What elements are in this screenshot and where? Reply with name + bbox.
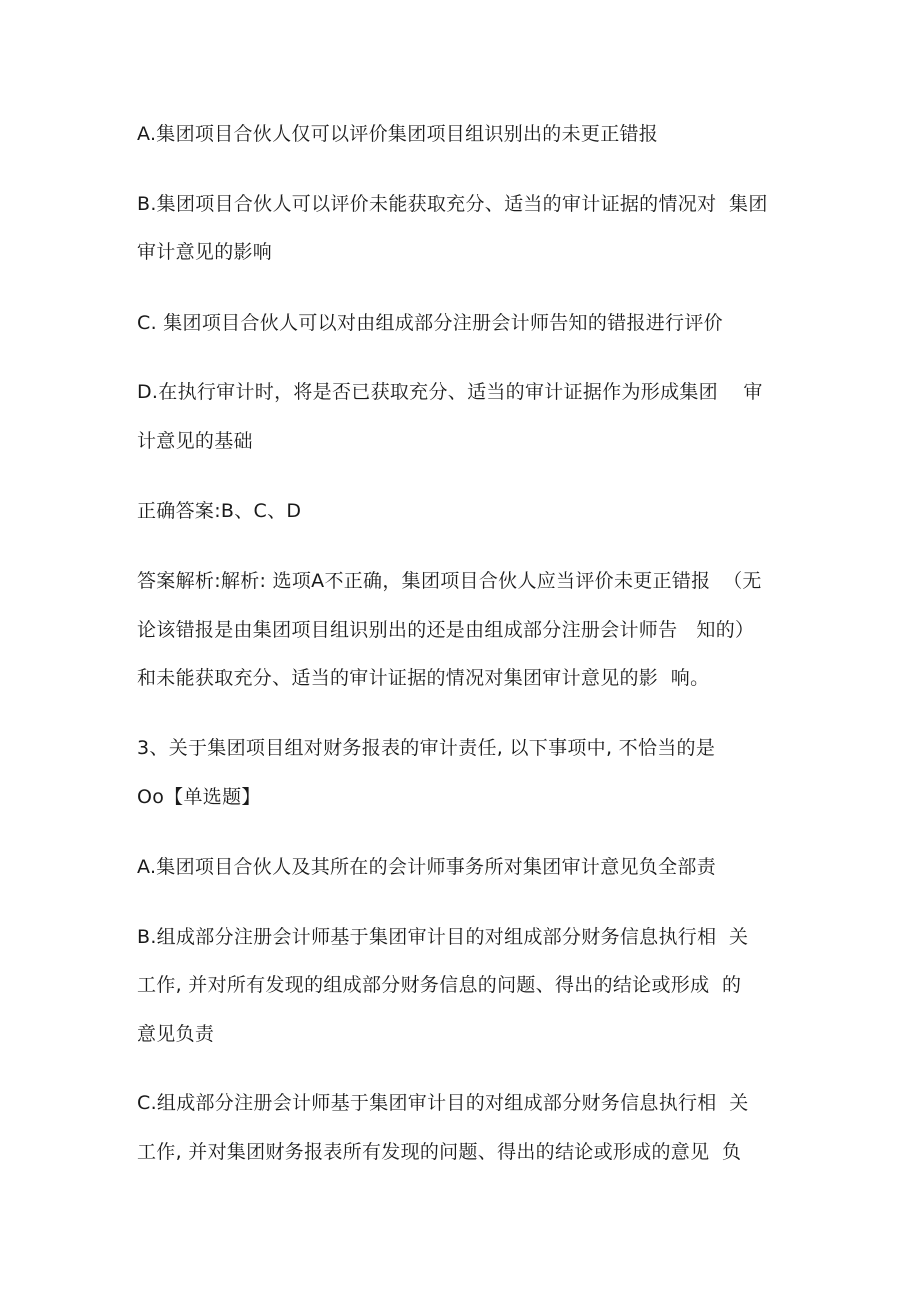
q2-option-b-line-2: 审计意见的影响 <box>137 241 273 263</box>
q2-correct-answer: 正确答案:B、C、D <box>137 500 302 522</box>
q3-question-line-2: Oo【单选题】 <box>137 786 261 808</box>
q2-option-d-line-1: D.在执行审计时，将是否已获取充分、适当的审计证据作为形成集团 审 <box>137 381 763 403</box>
q3-option-b-line-1: B.组成部分注册会计师基于集团审计目的对组成部分财务信息执行相 关 <box>137 926 749 948</box>
q3-option-c-line-2: 工作, 并对集团财务报表所有发现的问题、得出的结论或形成的意见 负 <box>137 1141 742 1163</box>
q3-question-line-1: 3、关于集团项目组对财务报表的审计责任, 以下事项中, 不恰当的是 <box>137 737 716 759</box>
q3-option-b-line-3: 意见负责 <box>137 1023 215 1045</box>
q2-explanation-line-3: 和未能获取充分、适当的审计证据的情况对集团审计意见的影 响。 <box>137 667 710 689</box>
q3-option-b-line-2: 工作, 并对所有发现的组成部分财务信息的问题、得出的结论或形成 的 <box>137 974 742 996</box>
q2-option-b-line-1: B.集团项目合伙人可以评价未能获取充分、适当的审计证据的情况对 集团 <box>137 193 768 215</box>
q3-option-a: A.集团项目合伙人及其所在的会计师事务所对集团审计意见负全部责 <box>137 856 717 878</box>
q2-option-c: C. 集团项目合伙人可以对由组成部分注册会计师告知的错报进行评价 <box>137 312 723 334</box>
q2-explanation-line-1: 答案解析:解析: 选项A不正确，集团项目合伙人应当评价未更正错报 （无 <box>137 570 762 592</box>
q2-option-a: A.集团项目合伙人仅可以评价集团项目组识别出的未更正错报 <box>137 123 659 145</box>
q2-option-d-line-2: 计意见的基础 <box>137 430 253 452</box>
q3-option-c-line-1: C.组成部分注册会计师基于集团审计目的对组成部分财务信息执行相 关 <box>137 1092 749 1114</box>
q2-explanation-line-2: 论该错报是由集团项目组识别出的还是由组成部分注册会计师告 知的） <box>137 619 755 641</box>
